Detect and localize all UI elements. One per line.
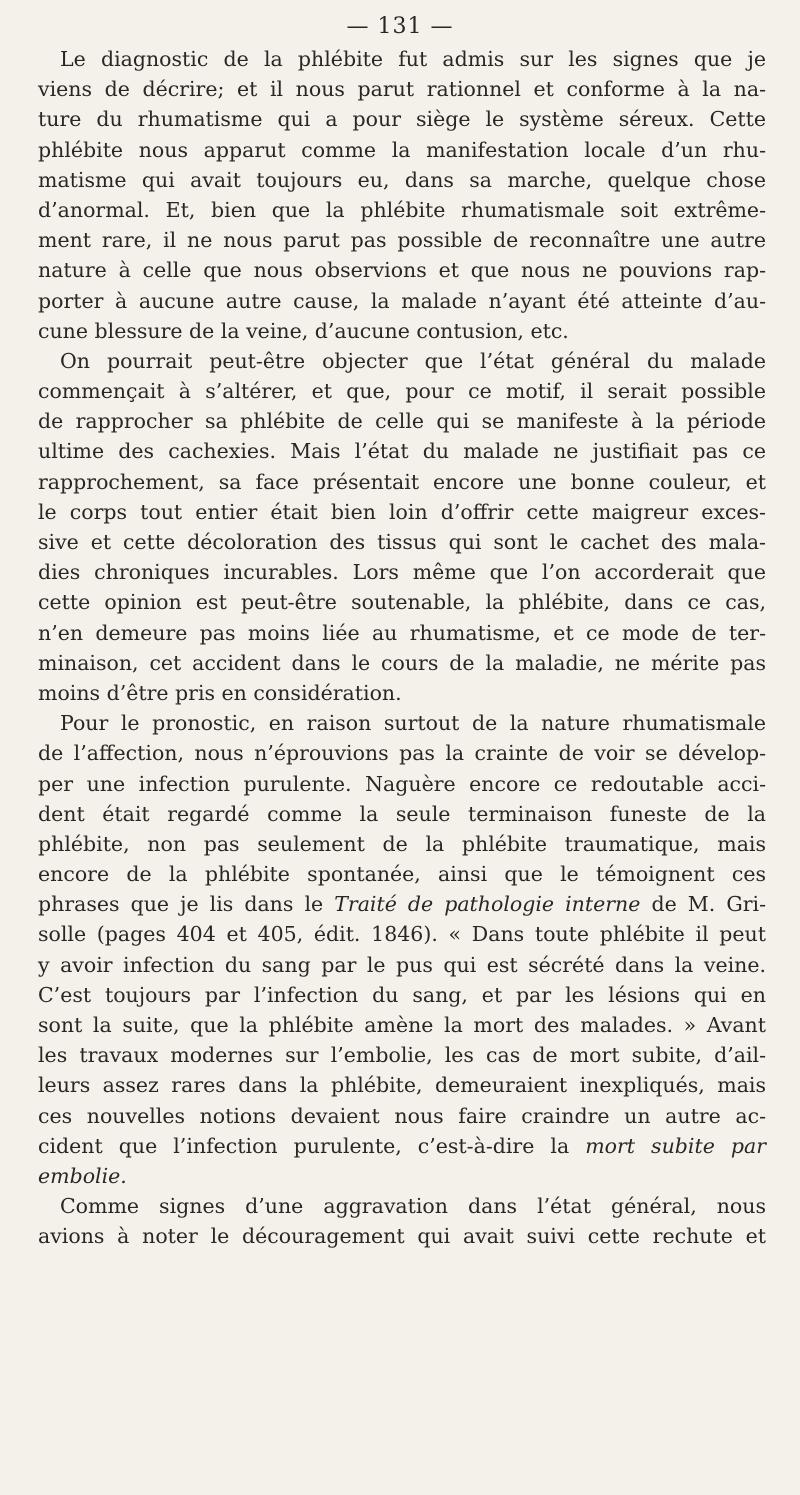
text-span: d’anormal. Et, bien que la phlébite rhumatismale soit extrême- (38, 197, 766, 222)
text-span: Comme signes d’une aggravation dans l’état général, nous (60, 1194, 766, 1219)
text-line (38, 346, 766, 376)
text-span: ture du rhumatisme qui a pour siège le système séreux. Cette (38, 107, 766, 132)
text-line (38, 1101, 766, 1131)
text-line (38, 195, 766, 225)
text-span: dies chroniques incurables. Lors même que l’on accorderait que (38, 560, 766, 585)
text-span: porter à aucune autre cause, la malade n’ayant été atteinte d’au- (38, 288, 766, 313)
text-span: rapprochement, sa face présentait encore une bonne couleur, et (38, 469, 766, 494)
text-span: ces nouvelles notions devaient nous faire craindre un autre ac- (38, 1103, 766, 1128)
text-span: les travaux modernes sur l’embolie, les cas de mort subite, d’ail- (38, 1043, 766, 1068)
text-span: viens de décrire; et il nous parut rationnel et conforme à la na- (38, 77, 766, 102)
text-span: per une infection purulente. Naguère encore ce redoutable acci- (38, 771, 766, 796)
text-span: commençait à s’altérer, et que, pour ce motif, il serait possible (38, 379, 766, 404)
text-line (38, 44, 766, 74)
text-span: matisme qui avait toujours eu, dans sa marche, quelque chose (38, 167, 766, 192)
text-line (38, 1221, 766, 1251)
text-line (38, 286, 766, 316)
text-span: sive et cette décoloration des tissus qui sont le cachet des mala- (38, 530, 766, 554)
text-line (38, 1040, 766, 1070)
text-line (38, 406, 766, 436)
text-line (38, 799, 766, 829)
text-line (38, 919, 766, 949)
text-span: moins d’être pris en considération. (38, 680, 402, 705)
text-line (38, 527, 766, 557)
text-line (38, 980, 766, 1010)
text-line (38, 74, 766, 104)
italic-text: mort subite par (585, 1133, 766, 1158)
text-line (38, 618, 766, 648)
text-span: ultime des cachexies. Mais l’état du malade ne justifiait pas ce (38, 439, 766, 464)
text-line (38, 1010, 766, 1040)
page-number: — 131 — (346, 14, 454, 39)
text-span: de rapprocher sa phlébite de celle qui se manifeste à la période (38, 409, 766, 434)
text-span: C’est toujours par l’infection du sang, et par les lésions qui en (38, 982, 766, 1007)
text-line (38, 1131, 766, 1161)
text-span: de M. Gri- (640, 892, 766, 917)
text-line (38, 135, 766, 165)
text-span: minaison, cet accident dans le cours de la maladie, ne mérite pas (38, 650, 766, 675)
text-line (38, 376, 766, 406)
text-line (38, 1161, 766, 1191)
text-line (38, 255, 766, 285)
text-line (38, 950, 766, 980)
text-span: cune blessure de la veine, d’aucune contusion, etc. (38, 318, 569, 343)
text-line (38, 587, 766, 617)
text-line (38, 497, 766, 527)
text-line (38, 889, 766, 919)
text-span: phlébite nous apparut comme la manifestation locale d’un rhu- (38, 137, 766, 162)
text-span: dent était regardé comme la seule terminaison funeste de la (38, 801, 766, 826)
text-span: Le diagnostic de la phlébite fut admis sur les signes que je (60, 47, 766, 71)
text-span: avions à noter le découragement qui avait suivi cette rechute et (38, 1224, 766, 1249)
text-line (38, 829, 766, 859)
text-span: le corps tout entier était bien loin d’offrir cette maigreur exces- (38, 499, 766, 524)
text-span: nature à celle que nous observions et que nous ne pouvions rap- (38, 258, 766, 283)
italic-text: Traité de pathologie interne (334, 892, 641, 917)
text-span: leurs assez rares dans la phlébite, demeuraient inexpliqués, mais (38, 1073, 766, 1098)
text-span: On pourrait peut-être objecter que l’état général du malade (60, 348, 766, 373)
text-span: y avoir infection du sang par le pus qui est sécrété dans la veine. (38, 952, 766, 977)
text-line (38, 104, 766, 134)
body-text (38, 44, 766, 1252)
text-line (38, 467, 766, 497)
text-line (38, 708, 766, 738)
text-line (38, 316, 766, 346)
text-line (38, 648, 766, 678)
text-line (38, 165, 766, 195)
text-span: Pour le pronostic, en raison surtout de la nature rhumatismale (60, 711, 766, 736)
text-line (38, 1070, 766, 1100)
text-span: n’en demeure pas moins liée au rhumatisme, et ce mode de ter- (38, 620, 766, 645)
text-span: solle (pages 404 et 405, édit. 1846). « Dans toute phlébite il peut (38, 922, 766, 947)
text-span: sont la suite, que la phlébite amène la mort des malades. » Avant (38, 1013, 766, 1037)
text-line (38, 678, 766, 708)
text-span: cette opinion est peut-être soutenable, la phlébite, dans ce cas, (38, 590, 766, 615)
text-span: phrases que je lis dans le (38, 892, 335, 917)
italic-text: embolie. (38, 1163, 127, 1188)
text-span: ment rare, il ne nous parut pas possible de reconnaître une autre (38, 228, 766, 253)
text-span: cident que l’infection purulente, c’est-à-dire la (38, 1133, 586, 1158)
text-span: phlébite, non pas seulement de la phlébite traumatique, mais (38, 831, 766, 856)
text-line (38, 557, 766, 587)
text-line (38, 1191, 766, 1221)
text-line (38, 738, 766, 768)
text-span: encore de la phlébite spontanée, ainsi que le témoignent ces (38, 862, 766, 887)
text-line (38, 859, 766, 889)
text-line (38, 225, 766, 255)
text-line (38, 769, 766, 799)
text-line (38, 436, 766, 466)
text-span: de l’affection, nous n’éprouvions pas la crainte de voir se dévelop- (38, 741, 766, 766)
